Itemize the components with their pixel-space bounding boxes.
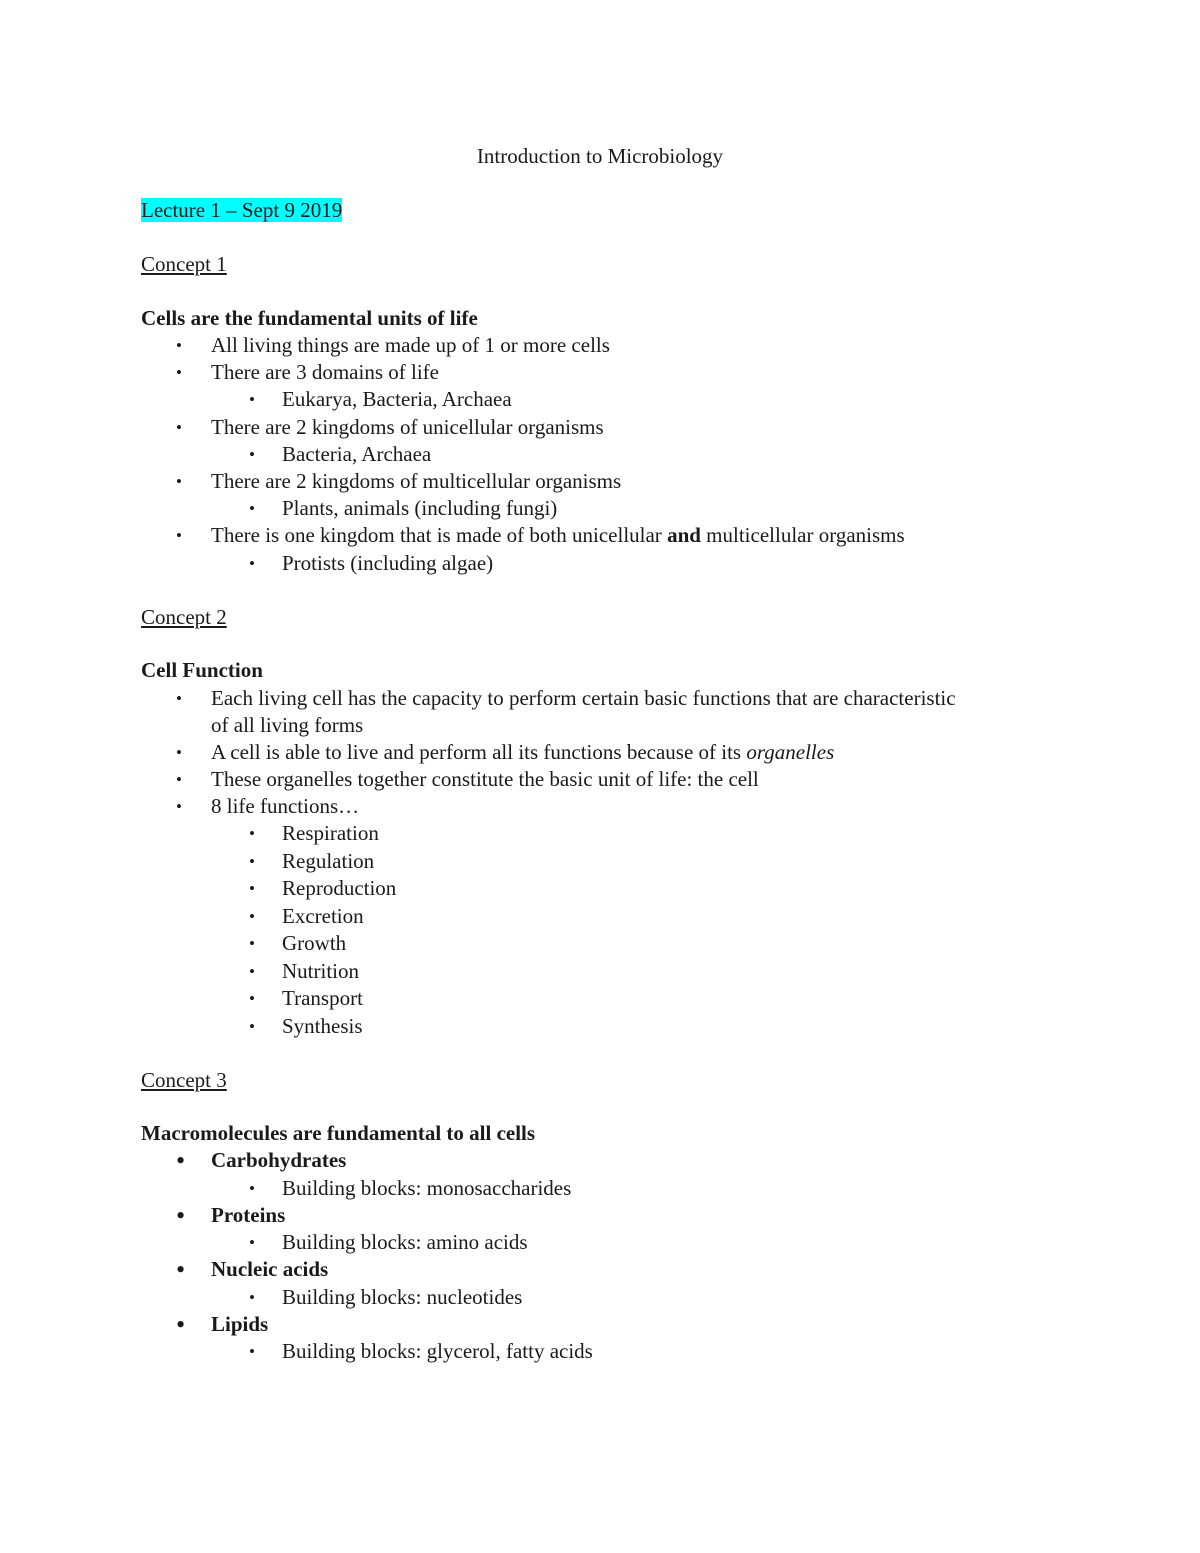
bullet-icon: • bbox=[249, 824, 255, 843]
sub-list-item: Protists (including algae) bbox=[282, 551, 494, 575]
macromolecule-item: Lipids bbox=[211, 1312, 269, 1336]
bullet-icon: • bbox=[176, 770, 182, 789]
bullet-icon: • bbox=[176, 689, 182, 708]
list-item: 8 life functions… bbox=[211, 794, 360, 818]
bullet-icon: • bbox=[249, 1179, 255, 1198]
bullet-icon: • bbox=[249, 445, 255, 464]
bullet-icon: • bbox=[176, 1146, 186, 1175]
macromolecule-item: Proteins bbox=[211, 1203, 286, 1227]
concept-3-label: Concept 3 bbox=[141, 1068, 227, 1092]
bullet-icon: • bbox=[249, 852, 255, 871]
life-function-item: Transport bbox=[282, 986, 363, 1010]
concept-2-heading: Cell Function bbox=[141, 658, 263, 682]
bullet-icon: • bbox=[249, 1288, 255, 1307]
sub-list-item: Bacteria, Archaea bbox=[282, 442, 432, 466]
life-function-item: Growth bbox=[282, 931, 347, 955]
life-function-item: Synthesis bbox=[282, 1014, 363, 1038]
macromolecule-item: Nucleic acids bbox=[211, 1257, 329, 1281]
life-function-item: Reproduction bbox=[282, 876, 397, 900]
bullet-icon: • bbox=[249, 1233, 255, 1252]
list-item: There are 3 domains of life bbox=[211, 360, 439, 384]
bullet-icon: • bbox=[249, 989, 255, 1008]
life-function-item: Respiration bbox=[282, 821, 379, 845]
list-item-continuation: of all living forms bbox=[211, 713, 364, 737]
bullet-icon: • bbox=[176, 336, 182, 355]
list-item: There is one kingdom that is made of both unicellular and multicellular organisms bbox=[211, 523, 905, 547]
bullet-icon: • bbox=[249, 879, 255, 898]
bullet-icon: • bbox=[176, 418, 182, 437]
macromolecule-item: Carbohydrates bbox=[211, 1148, 347, 1172]
lecture-highlight: Lecture 1 – Sept 9 2019 bbox=[141, 198, 343, 222]
bullet-icon: • bbox=[176, 1255, 186, 1284]
bullet-icon: • bbox=[176, 472, 182, 491]
bullet-icon: • bbox=[249, 962, 255, 981]
list-item: These organelles together constitute the basic unit of life: the cell bbox=[211, 767, 759, 791]
life-function-item: Regulation bbox=[282, 849, 375, 873]
bullet-icon: • bbox=[176, 743, 182, 762]
concept-1-label: Concept 1 bbox=[141, 252, 227, 276]
life-function-item: Nutrition bbox=[282, 959, 359, 983]
sub-list-item: Building blocks: amino acids bbox=[282, 1230, 528, 1254]
bullet-icon: • bbox=[176, 1201, 186, 1230]
lecture-label bbox=[141, 197, 342, 224]
bullet-icon: • bbox=[176, 1310, 186, 1339]
sub-list-item: Building blocks: nucleotides bbox=[282, 1285, 523, 1309]
list-item: There are 2 kingdoms of multicellular organisms bbox=[211, 469, 622, 493]
concept-3-heading: Macromolecules are fundamental to all cells bbox=[141, 1121, 536, 1145]
list-item: There are 2 kingdoms of unicellular organisms bbox=[211, 415, 604, 439]
sub-list-item: Eukarya, Bacteria, Archaea bbox=[282, 387, 512, 411]
list-item: Each living cell has the capacity to perform certain basic functions that are characteristic bbox=[211, 686, 956, 710]
bullet-icon: • bbox=[249, 1342, 255, 1361]
bullet-icon: • bbox=[249, 390, 255, 409]
concept-1-heading: Cells are the fundamental units of life bbox=[141, 306, 478, 330]
list-item: A cell is able to live and perform all its functions because of its organelles bbox=[211, 740, 835, 764]
sub-list-item: Building blocks: monosaccharides bbox=[282, 1176, 572, 1200]
bullet-icon: • bbox=[249, 499, 255, 518]
bullet-icon: • bbox=[176, 797, 182, 816]
bullet-icon: • bbox=[176, 526, 182, 545]
bullet-icon: • bbox=[249, 1017, 255, 1036]
life-function-item: Excretion bbox=[282, 904, 364, 928]
bullet-icon: • bbox=[176, 363, 182, 382]
document-title: Introduction to Microbiology bbox=[476, 144, 724, 168]
sub-list-item: Plants, animals (including fungi) bbox=[282, 496, 558, 520]
bullet-icon: • bbox=[249, 907, 255, 926]
bullet-icon: • bbox=[249, 934, 255, 953]
sub-list-item: Building blocks: glycerol, fatty acids bbox=[282, 1339, 593, 1363]
bullet-icon: • bbox=[249, 554, 255, 573]
list-item: All living things are made up of 1 or more cells bbox=[211, 333, 610, 357]
concept-2-label: Concept 2 bbox=[141, 605, 227, 629]
